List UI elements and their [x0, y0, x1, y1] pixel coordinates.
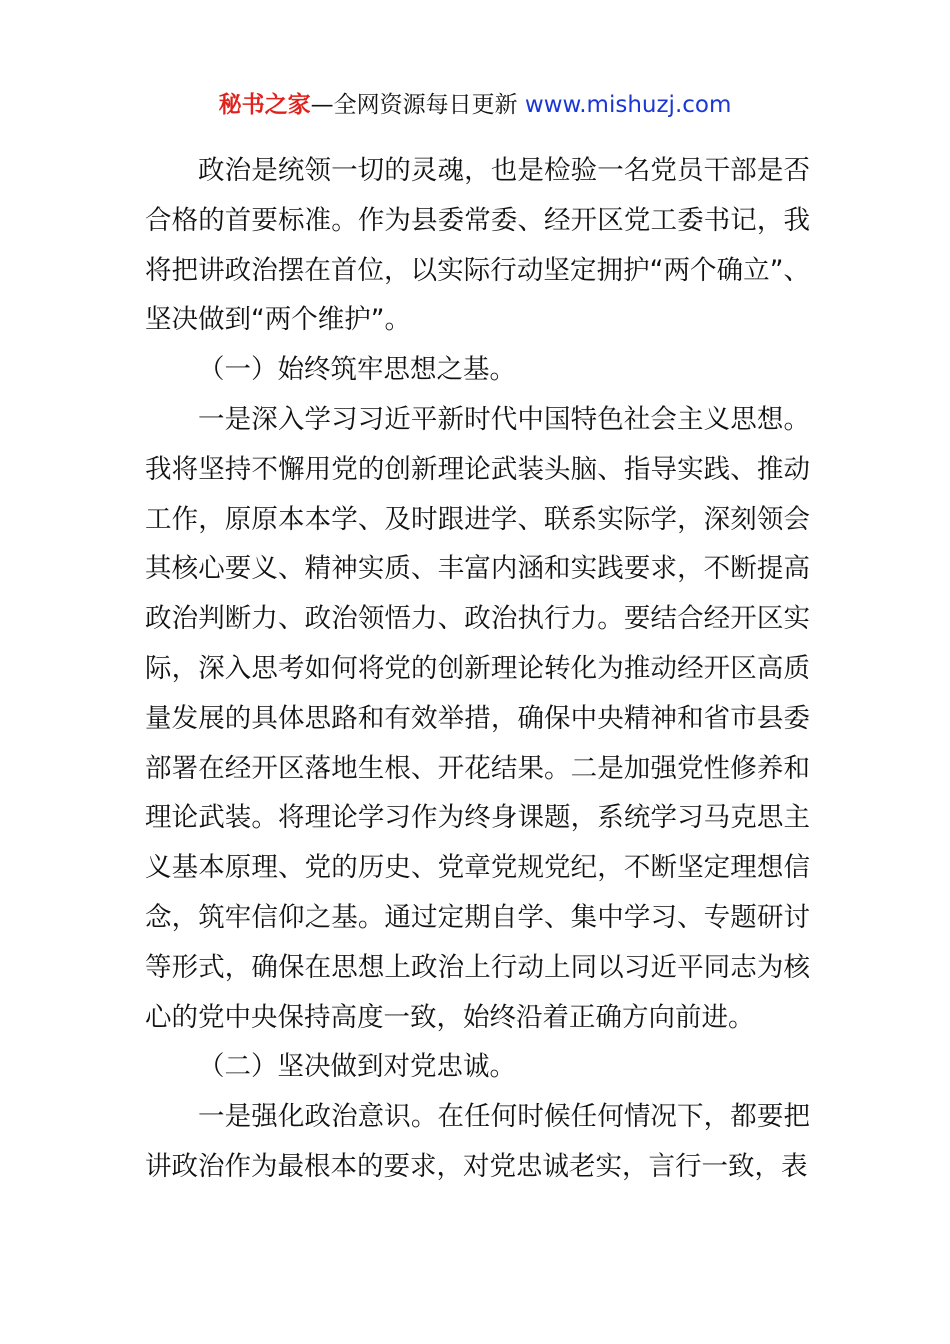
paragraph-intro: 政治是统领一切的灵魂，也是检验一名党员干部是否合格的首要标准。作为县委常委、经开区党工委书记，我将把讲政治摆在首位，以实际行动坚定拥护“两个确立”、坚决做到“两个维护”。 — [145, 155, 810, 336]
page-header — [0, 88, 950, 122]
website-link[interactable]: www.mishuzj.com — [517, 92, 732, 118]
header-slogan: —全网资源每日更新 — [310, 92, 518, 118]
brand-name: 秘书之家 — [218, 92, 311, 118]
section-heading-1: （一）始终筑牢思想之基。 — [198, 354, 516, 386]
paragraph-section-2: 一是强化政治意识。在任何时候任何情况下，都要把讲政治作为最根本的要求，对党忠诚老实，言行一致，表 — [145, 1101, 810, 1182]
paragraph-section-1: 一是深入学习习近平新时代中国特色社会主义思想。我将坚持不懈用党的创新理论武装头脑、指导实践、推动工作，原原本本学、及时跟进学、联系实际学，深刻领会其核心要义、精神实质、丰富内涵和实践要求，不断提高政治判断力、政治领悟力、政治执行力。要结合经开区实际，深入思考如何将党的创新理论转化为推动经开区高质量发展的具体思路和有效举措，确保中央精神和省市县委部署在经开区落地生根、开花结果。二是加强党性修养和理论武装。将理论学习作为终身课题，系统学习马克思主义基本原理、党的历史、党章党规党纪，不断坚定理想信念，筑牢信仰之基。通过定期自学、集中学习、专题研讨等形式，确保在思想上政治上行动上同以习近平同志为核心的党中央保持高度一致，始终沿着正确方向前进。 — [145, 403, 810, 1033]
section-heading-2: （二）坚决做到对党忠诚。 — [198, 1051, 516, 1083]
document-body — [145, 146, 810, 1192]
